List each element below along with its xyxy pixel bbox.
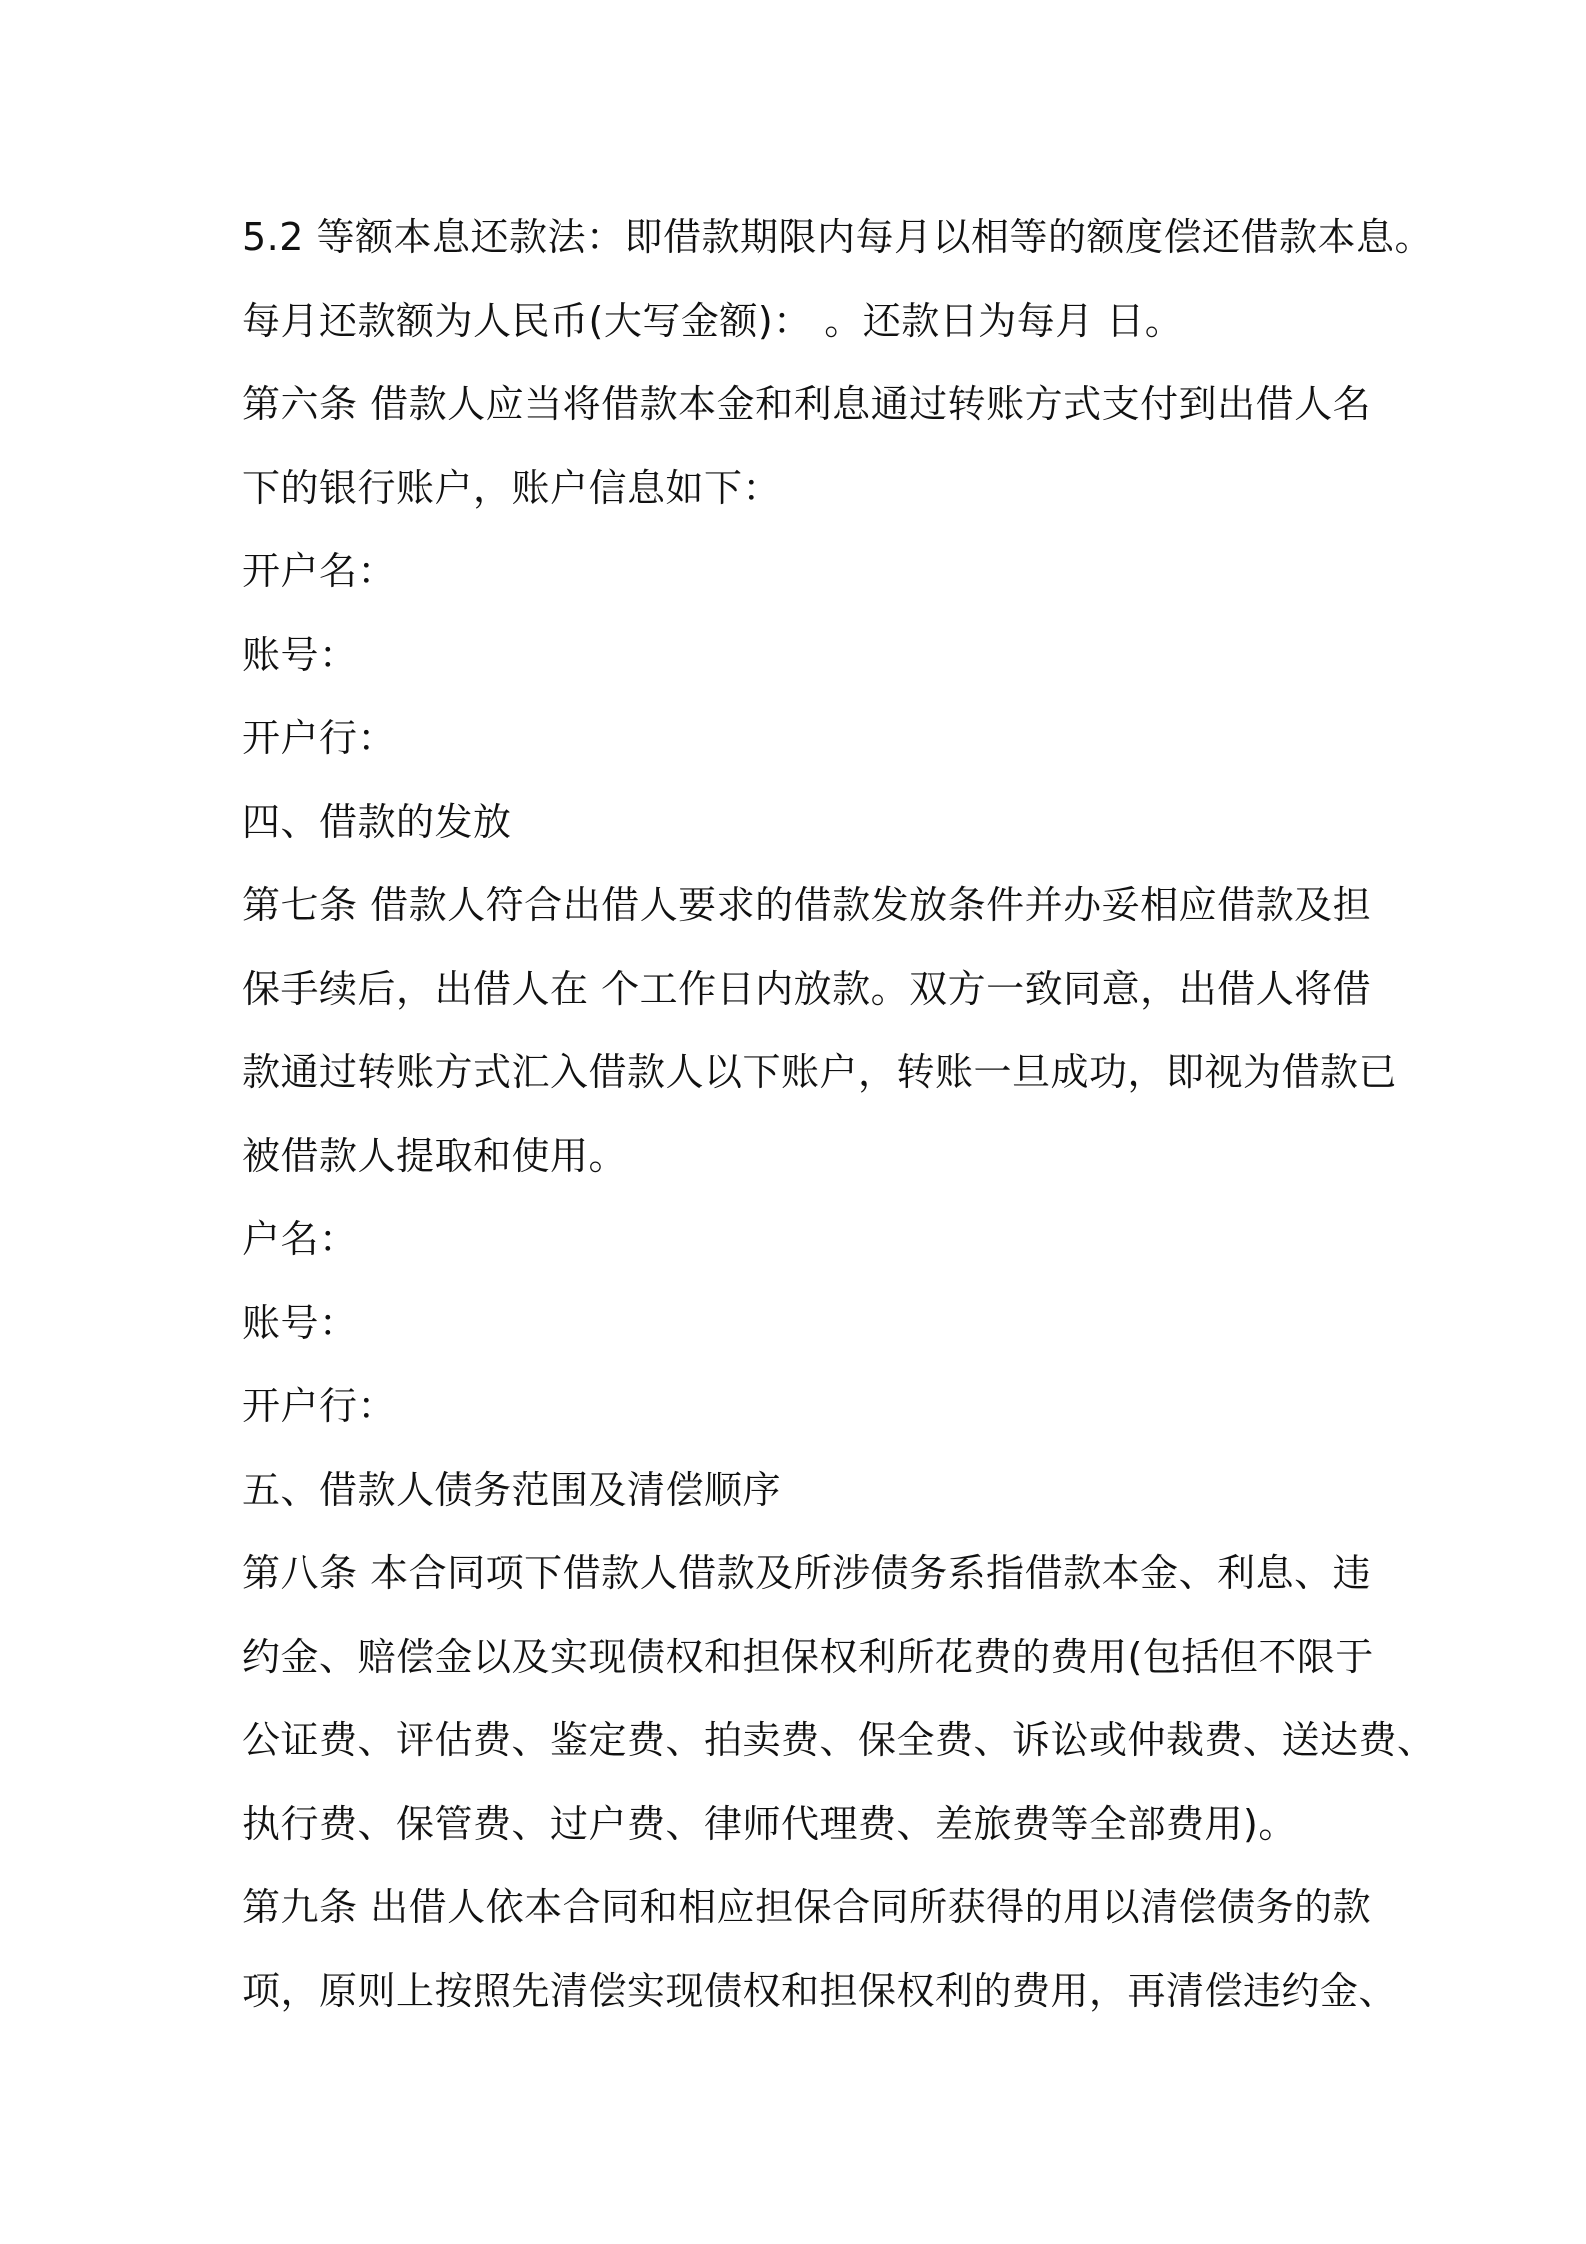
account-name-field: 开户名： — [242, 549, 397, 593]
article-9-line-2: 项，原则上按照先清偿实现债权和担保权利的费用，再清偿违约金、 — [242, 1968, 1398, 2013]
section-4-heading: 四、借款的发放 — [242, 799, 512, 844]
document-body — [242, 196, 1436, 2033]
article-6-line-2: 下的银行账户，账户信息如下： — [242, 465, 782, 510]
borrower-account-name-field: 户名： — [242, 1217, 358, 1261]
borrower-account-number-field: 账号： — [242, 1300, 358, 1345]
article-8-line-2: 约金、赔偿金以及实现债权和担保权利所花费的费用(包括但不限于 — [242, 1634, 1374, 1679]
article-7-line-4: 被借款人提取和使用。 — [242, 1133, 628, 1178]
clause-5-2-line-1: 5.2 等额本息还款法：即借款期限内每月以相等的额度偿还借款本息。 — [242, 215, 1434, 259]
account-number-field: 账号： — [242, 632, 358, 677]
clause-5-2-line-2: 每月还款额为人民币(大写金额)： 。还款日为每月 日。 — [242, 298, 1184, 343]
article-7-line-3: 款通过转账方式汇入借款人以下账户，转账一旦成功，即视为借款已 — [242, 1050, 1398, 1094]
account-bank-field: 开户行： — [242, 716, 397, 760]
article-9-line-1: 第九条 出借人依本合同和相应担保合同所获得的用以清偿债务的款 — [242, 1885, 1372, 1929]
article-8-line-1: 第八条 本合同项下借款人借款及所涉债务系指借款本金、利息、违 — [242, 1551, 1372, 1595]
article-8-line-4: 执行费、保管费、过户费、律师代理费、差旅费等全部费用)。 — [242, 1801, 1297, 1846]
borrower-account-bank-field: 开户行： — [242, 1384, 397, 1428]
section-5-heading: 五、借款人债务范围及清偿顺序 — [242, 1467, 782, 1512]
article-8-line-3: 公证费、评估费、鉴定费、拍卖费、保全费、诉讼或仲裁费、送达费、 — [242, 1718, 1436, 1762]
article-6-line-1: 第六条 借款人应当将借款本金和利息通过转账方式支付到出借人名 — [242, 382, 1372, 426]
article-7-line-1: 第七条 借款人符合出借人要求的借款发放条件并办妥相应借款及担 — [242, 883, 1372, 927]
article-7-line-2: 保手续后，出借人在 个工作日内放款。双方一致同意，出借人将借 — [242, 966, 1372, 1011]
